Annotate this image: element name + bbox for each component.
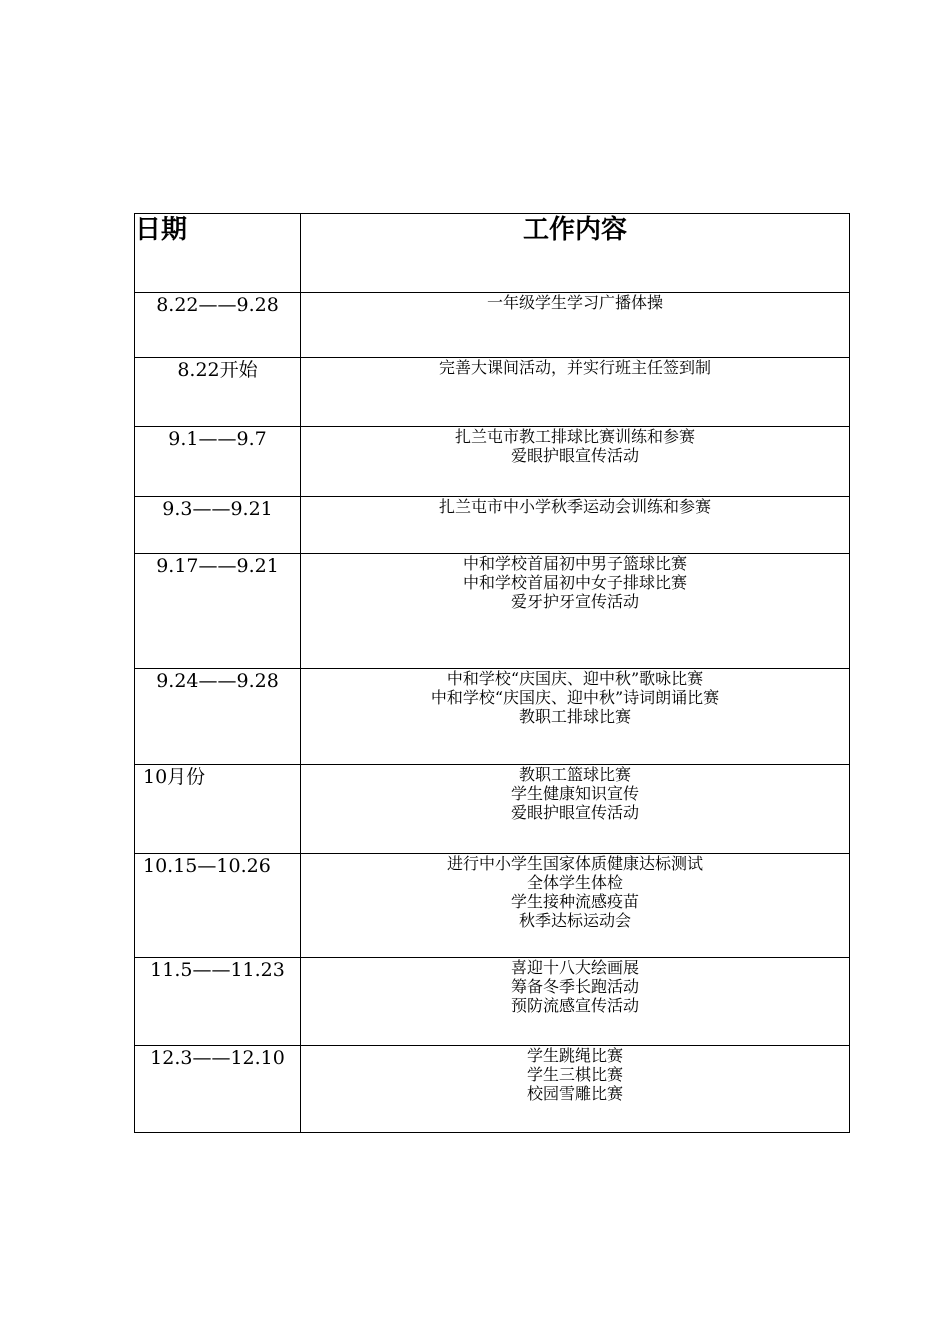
date-cell: 10月份 <box>135 765 301 854</box>
table-row <box>135 293 850 358</box>
date-cell: 9.3——9.21 <box>135 497 301 554</box>
content-item: 筹备冬季长跑活动 <box>510 977 639 996</box>
content-item: 中和学校“庆国庆、迎中秋”诗词朗诵比赛 <box>430 688 720 707</box>
content-item: 一年级学生学习广播体操 <box>486 293 663 312</box>
content-item: 学生健康知识宣传 <box>510 784 639 803</box>
date-cell: 8.22——9.28 <box>135 293 301 358</box>
content-item: 教职工篮球比赛 <box>518 765 631 784</box>
content-item: 爱牙护牙宣传活动 <box>510 592 639 611</box>
header-date: 日期 <box>135 214 301 293</box>
content-cell <box>301 854 850 958</box>
content-item: 秋季达标运动会 <box>518 911 631 930</box>
date-cell: 9.1——9.7 <box>135 427 301 497</box>
table-row <box>135 958 850 1046</box>
table-row <box>135 854 850 958</box>
content-item: 完善大课间活动，并实行班主任签到制 <box>438 358 711 377</box>
content-cell <box>301 958 850 1046</box>
content-item: 中和学校首届初中女子排球比赛 <box>462 573 687 592</box>
content-item: 预防流感宣传活动 <box>510 996 639 1015</box>
table-row <box>135 554 850 669</box>
header-content: 工作内容 <box>301 214 850 293</box>
content-item: 学生跳绳比赛 <box>526 1046 623 1065</box>
date-cell: 11.5——11.23 <box>135 958 301 1046</box>
content-cell <box>301 669 850 765</box>
content-cell <box>301 358 850 427</box>
date-cell: 8.22开始 <box>135 358 301 427</box>
content-cell <box>301 1046 850 1133</box>
content-item: 校园雪雕比赛 <box>526 1084 623 1103</box>
header-row <box>135 214 850 293</box>
content-item: 学生接种流感疫苗 <box>510 892 639 911</box>
date-cell: 9.24——9.28 <box>135 669 301 765</box>
content-item: 爱眼护眼宣传活动 <box>510 446 639 465</box>
content-item: 中和学校“庆国庆、迎中秋”歌咏比赛 <box>446 669 704 688</box>
table-row <box>135 497 850 554</box>
schedule-table <box>134 213 850 1133</box>
content-item: 扎兰屯市教工排球比赛训练和参赛 <box>454 427 695 446</box>
table-row <box>135 427 850 497</box>
content-cell <box>301 765 850 854</box>
content-item: 喜迎十八大绘画展 <box>510 958 639 977</box>
content-item: 全体学生体检 <box>526 873 623 892</box>
table-row <box>135 358 850 427</box>
content-item: 教职工排球比赛 <box>518 707 631 726</box>
table-row <box>135 765 850 854</box>
content-cell <box>301 554 850 669</box>
content-item: 学生三棋比赛 <box>526 1065 623 1084</box>
content-item: 进行中小学生国家体质健康达标测试 <box>446 854 703 873</box>
content-item: 中和学校首届初中男子篮球比赛 <box>462 554 687 573</box>
date-cell: 12.3——12.10 <box>135 1046 301 1133</box>
date-cell: 9.17——9.21 <box>135 554 301 669</box>
date-cell: 10.15—10.26 <box>135 854 301 958</box>
content-item: 爱眼护眼宣传活动 <box>510 803 639 822</box>
table-row <box>135 1046 850 1133</box>
content-item: 扎兰屯市中小学秋季运动会训练和参赛 <box>438 497 711 516</box>
table-row <box>135 669 850 765</box>
content-cell <box>301 293 850 358</box>
content-cell <box>301 497 850 554</box>
content-cell <box>301 427 850 497</box>
